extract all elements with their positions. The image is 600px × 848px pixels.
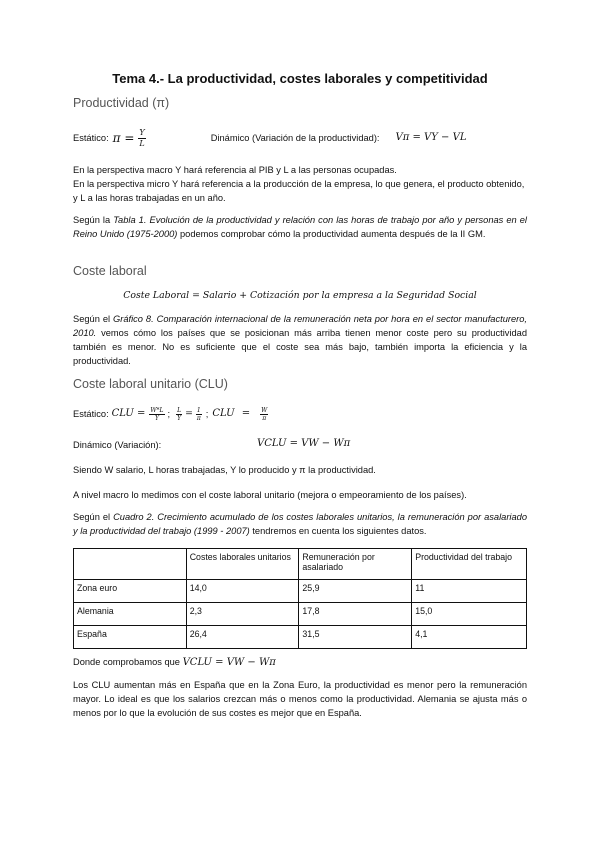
macro-line: En la perspectiva macro Y hará referencia al PIB y L a las personas ocupadas.	[73, 165, 397, 175]
table-cell: 17,8	[299, 603, 412, 626]
cuadro-paragraph: Según el Cuadro 2. Crecimiento acumulado de los costes laborales unitarios, la remuneración por asalariado y la productividad del trabajo (1999 - 2007) tendremos en cuenta los siguientes datos.	[73, 512, 527, 536]
micro-line: En la perspectiva micro Y hará referencia a la producción de la empresa, lo que genera, el producto obtenido, y L a las horas trabajadas en un año.	[73, 179, 525, 203]
clu-dynamic-formula: VCLU = VW − Wπ	[257, 438, 351, 449]
table-header-cell: Costes laborales unitarios	[186, 549, 299, 580]
table-cell: Zona euro	[74, 580, 187, 603]
grafico-reference: Gráfico 8. Comparación internacional de la remuneración neta por hora en el sector manufacturero, 2010.	[73, 314, 527, 338]
tabla-paragraph: Según la Tabla 1. Evolución de la productividad y relación con las horas de trabajo por año y personas en el Reino Unido (1975-2000) podemos comprobar cómo la productividad aumenta después de la II GM.	[73, 215, 528, 239]
table-cell: 11	[412, 580, 527, 603]
tabla-reference: Tabla 1. Evolución de la productividad y relación con las horas de trabajo por año y personas en el Reino Unido (1975-2000)	[73, 215, 528, 239]
fraction-1-pi: $\frac{1}{\pi}$	[196, 406, 201, 422]
static-label: Estático:	[73, 133, 109, 143]
table-row	[74, 603, 527, 626]
donde-formula: VCLU = VW − Wπ	[182, 657, 276, 668]
fraction-l-y: $\frac{L}{Y}$	[177, 406, 182, 422]
pi-symbol: π =	[112, 131, 135, 145]
donde-line: Donde comprobamos que VCLU = VW − Wπ	[73, 657, 276, 668]
coste-laboral-formula: Coste Laboral = Salario + Cotización por la empresa a la Seguridad Social	[123, 290, 477, 301]
clu-static-formulas: Estático: CLU = $\frac{W*L}{Y}$ ; $\frac{L}{Y}$ = $\frac{1}{\pi}$ ; CLU = $\frac{W}{\pi}$	[73, 406, 268, 422]
cuadro-reference: Cuadro 2. Crecimiento acumulado de los costes laborales unitarios, la remuneración por asalariado y la productividad del trabajo (1999 - 2007)	[73, 512, 527, 536]
productividad-fraction: $\frac{Y}{L}$	[139, 127, 145, 148]
table-row	[74, 580, 527, 603]
table-cell: 31,5	[299, 626, 412, 649]
section-heading-clu: Coste laboral unitario (CLU)	[73, 377, 228, 391]
table-header-row	[74, 549, 527, 580]
table-cell: España	[74, 626, 187, 649]
table-cell: 25,9	[299, 580, 412, 603]
table-cell: Alemania	[74, 603, 187, 626]
table-cell: 26,4	[186, 626, 299, 649]
table-cell: 15,0	[412, 603, 527, 626]
table-cell: 14,0	[186, 580, 299, 603]
table-cell: 4,1	[412, 626, 527, 649]
productividad-formulas	[73, 126, 527, 150]
section-heading-productividad: Productividad (π)	[73, 96, 170, 110]
page-title: Tema 4.- La productividad, costes laborales y competitividad	[112, 71, 488, 86]
table-cell: 2,3	[186, 603, 299, 626]
data-table	[73, 548, 527, 649]
final-paragraph: Los CLU aumentan más en España que en la Zona Euro, la productividad es menor pero la remuneración mayor. Lo ideal es que los salarios crezcan más o menos como la productividad. Alemania se ajusta más o menos por lo que la evolución de sus costes es mejor que en España.	[73, 680, 527, 718]
table-header-cell	[74, 549, 187, 580]
clu-dynamic-row	[73, 438, 527, 452]
table-row	[74, 626, 527, 649]
grafico-paragraph: Según el Gráfico 8. Comparación internacional de la remuneración neta por hora en el sector manufacturero, 2010. vemos cómo los países que se posicionan más arriba tienen menor coste pero su productividad también es menor. No es suficiente que el coste sea más bajo, también importa la eficiencia y la productividad.	[73, 314, 527, 366]
fraction-w-pi: $\frac{W}{\pi}$	[261, 406, 268, 422]
section-heading-coste-laboral: Coste laboral	[73, 264, 147, 278]
clu-static-label: Estático:	[73, 409, 109, 419]
table-header-cell: Productividad del trabajo	[412, 549, 527, 580]
macro-clu-line: A nivel macro lo medimos con el coste laboral unitario (mejora o empeoramiento de los países).	[73, 490, 467, 500]
table-header-cell: Remuneración por asalariado	[299, 549, 412, 580]
fraction-wl-y: $\frac{W*L}{Y}$	[150, 406, 164, 422]
dynamic-label: Dinámico (Variación de la productividad):	[210, 133, 380, 143]
dynamic-formula: Vπ = VY − VL	[395, 132, 467, 143]
clu-dynamic-label: Dinámico (Variación):	[73, 440, 162, 450]
siendo-line: Siendo W salario, L horas trabajadas, Y lo producido y π la productividad.	[73, 465, 376, 475]
